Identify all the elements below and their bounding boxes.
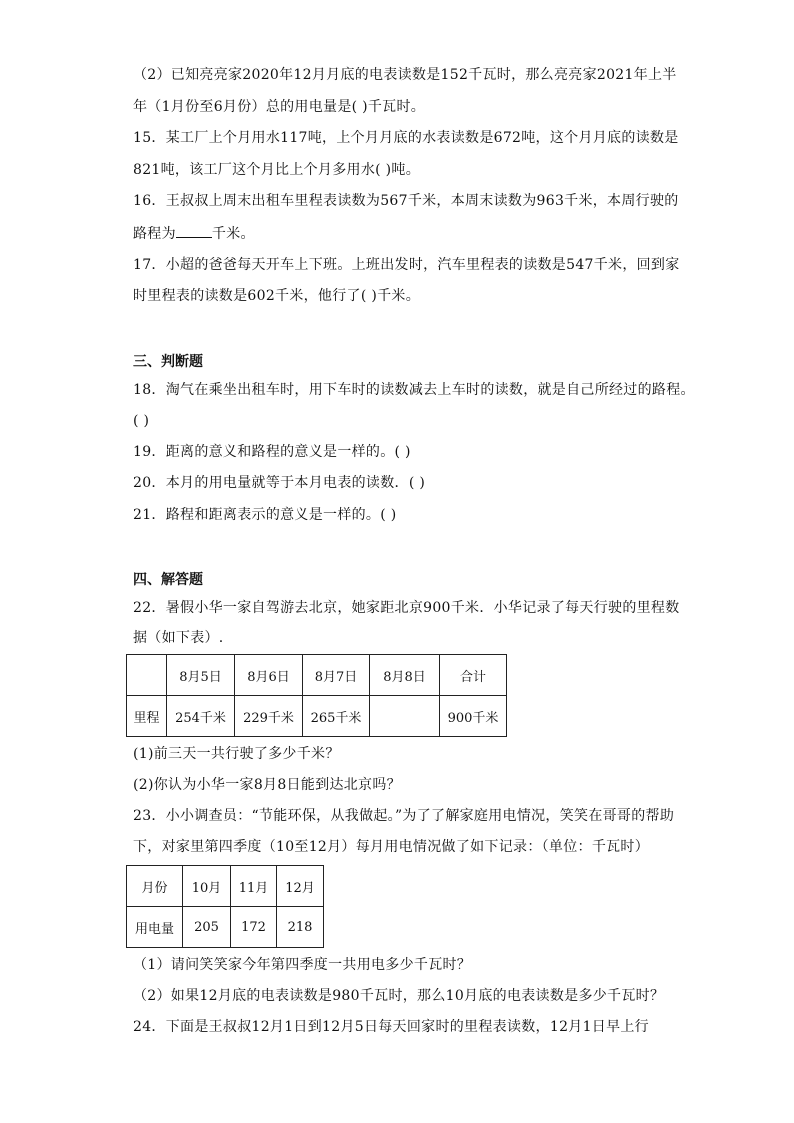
table-row: [127, 866, 324, 907]
table-cell: 月份: [127, 866, 183, 907]
q16-line2-suffix: 千米。: [211, 226, 255, 242]
table-cell: 用电量: [127, 907, 183, 948]
table-cell: 172: [231, 907, 277, 948]
table-cell: 8月5日: [167, 655, 235, 696]
q14-2-line2: 年（1月份至6月份）总的用电量是( )千瓦时。: [133, 99, 426, 115]
table-cell: 里程: [127, 696, 167, 737]
table-cell: [370, 696, 440, 737]
table-row: [127, 655, 507, 696]
q23-sub2: （2）如果12月底的电表读数是980千瓦时，那么10月底的电表读数是多少千瓦时？: [133, 988, 665, 1004]
electricity-table: [126, 865, 324, 948]
table-row: [127, 907, 324, 948]
q16-answer-blank[interactable]: [176, 223, 212, 238]
table-cell: 900千米: [440, 696, 507, 737]
table-cell: 8月7日: [303, 655, 370, 696]
q19: 19．距离的意义和路程的意义是一样的。( ): [133, 444, 411, 460]
q22-sub1: (1)前三天一共行驶了多少千米？: [133, 746, 340, 762]
section3-title: 三、判断题: [133, 354, 203, 370]
table-cell: [127, 655, 167, 696]
q18-line1: 18．淘气在乘坐出租车时，用下车时的读数减去上车时的读数，就是自己所经过的路程。: [133, 382, 695, 398]
q22-line1: 22．暑假小华一家自驾游去北京，她家距北京900千米．小华记录了每天行驶的里程数: [133, 600, 680, 616]
q16-line1: 16．王叔叔上周末出租车里程表读数为567千米，本周末读数为963千米，本周行驶的: [133, 193, 679, 209]
section4-title: 四、解答题: [133, 572, 203, 588]
q23-sub1: （1）请问笑笑家今年第四季度一共用电多少千瓦时？: [133, 957, 472, 973]
q18-line2: ( ): [133, 413, 150, 429]
table-cell: 265千米: [303, 696, 370, 737]
table-cell: 10月: [183, 866, 231, 907]
table-cell: 合计: [440, 655, 507, 696]
table-cell: 11月: [231, 866, 277, 907]
q15-line1: 15．某工厂上个月用水117吨，上个月月底的水表读数是672吨，这个月月底的读数是: [133, 130, 679, 146]
q24-line1: 24．下面是王叔叔12月1日到12月5日每天回家时的里程表读数，12月1日早上行: [133, 1019, 649, 1035]
q14-2-line1: （2）已知亮亮家2020年12月月底的电表读数是152千瓦时，那么亮亮家2021年上半: [133, 67, 677, 83]
table-cell: 205: [183, 907, 231, 948]
q15-line2: 821吨，该工厂这个月比上个月多用水( )吨。: [133, 162, 420, 178]
q17-line2: 时里程表的读数是602千米，他行了( )千米。: [133, 288, 420, 304]
table-cell: 254千米: [167, 696, 235, 737]
table-row: [127, 696, 507, 737]
q21: 21．路程和距离表示的意义是一样的。( ): [133, 507, 397, 523]
table-cell: 229千米: [235, 696, 303, 737]
q22-line2: 据（如下表）.: [133, 630, 224, 646]
table-cell: 8月6日: [235, 655, 303, 696]
mileage-table: [126, 654, 507, 737]
q17-line1: 17．小超的爸爸每天开车上下班。上班出发时，汽车里程表的读数是547千米，回到家: [133, 257, 680, 273]
q16-line2: [133, 223, 255, 244]
q20: 20．本月的用电量就等于本月电表的读数．( ): [133, 475, 426, 491]
table-cell: 218: [277, 907, 324, 948]
table-cell: 12月: [277, 866, 324, 907]
q23-line2: 下，对家里第四季度（10至12月）每月用电情况做了如下记录：（单位：千瓦时）: [133, 839, 650, 855]
q22-sub2: (2)你认为小华一家8月8日能到达北京吗？: [133, 777, 401, 793]
table-cell: 8月8日: [370, 655, 440, 696]
q23-line1: 23．小小调查员：“节能环保，从我做起。”为了了解家庭用电情况，笑笑在哥哥的帮助: [133, 808, 675, 824]
q16-line2-prefix: 路程为: [133, 226, 176, 242]
